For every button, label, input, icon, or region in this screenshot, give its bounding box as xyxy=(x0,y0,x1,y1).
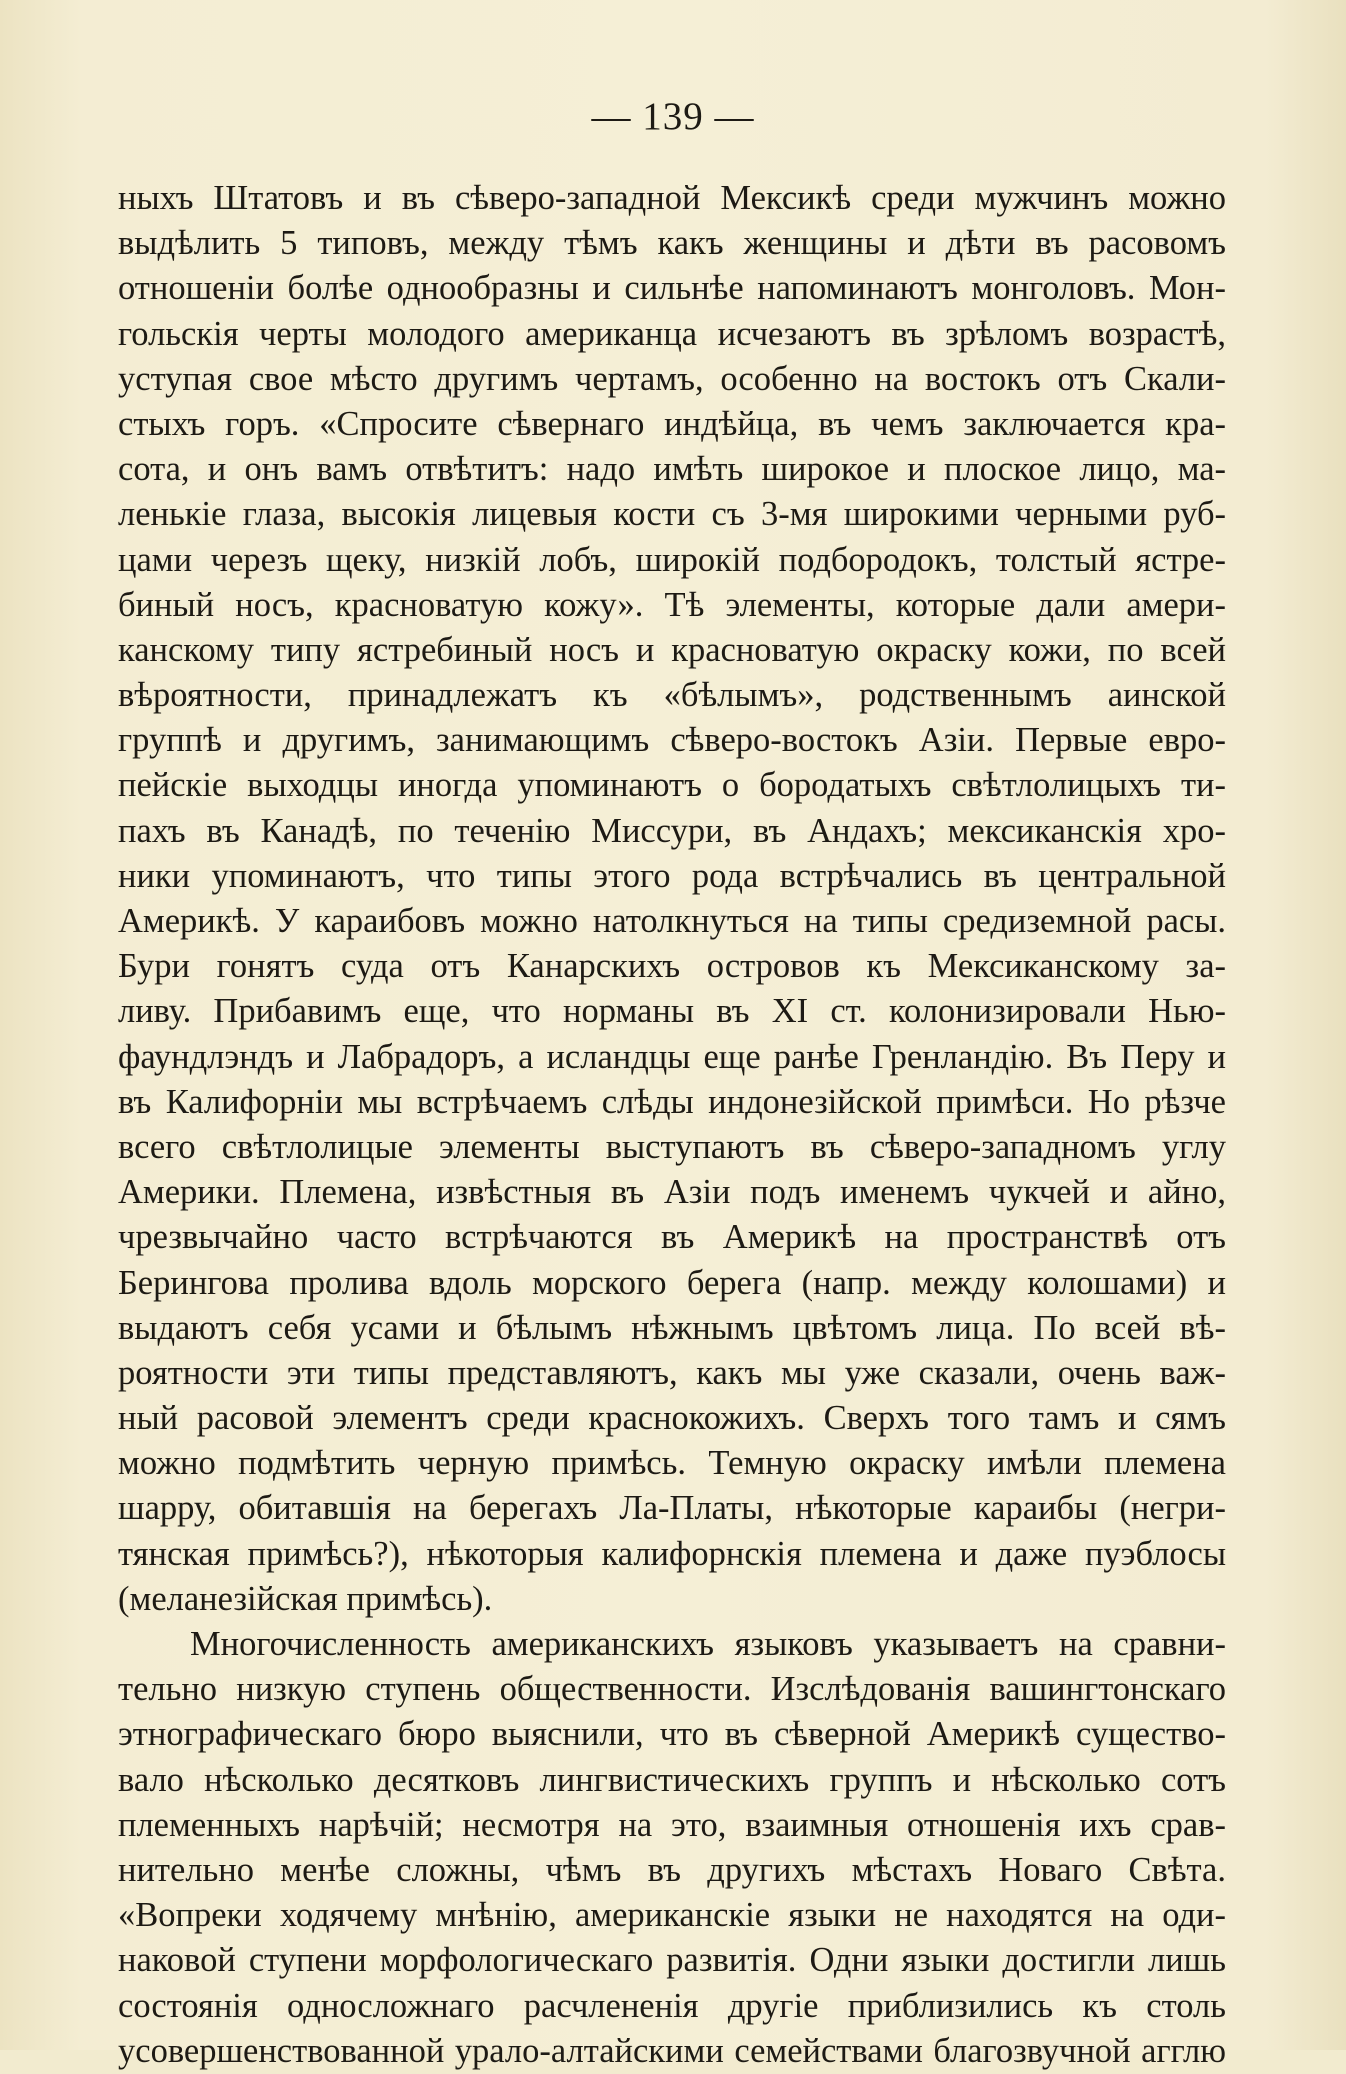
text-line: гольскія черты молодого американца исчезаютъ въ зрѣломъ возрастѣ, xyxy=(118,314,1226,353)
text-line: пейскіе выходцы иногда упоминаютъ о бородатыхъ свѣтлолицыхъ ти- xyxy=(118,766,1226,805)
text-line: вѣроятности, принадлежатъ къ «бѣлымъ», родственнымъ аинской xyxy=(118,676,1226,715)
text-line: Бури гонятъ суда отъ Канарскихъ островов къ Мексиканскому за- xyxy=(118,947,1226,986)
page-number: — 139 — xyxy=(591,95,755,138)
text-line: всего свѣтлолицые элементы выступаютъ въ сѣверо-западномъ углу xyxy=(118,1127,1226,1166)
paragraph-start-line: Многочисленность американскихъ языковъ указываетъ на сравни- xyxy=(190,1625,1226,1663)
text-line: можно подмѣтить черную примѣсь. Темную окраску имѣли племена xyxy=(118,1444,1226,1483)
text-line: племенныхъ нарѣчій; несмотря на это, взаимныя отношенія ихъ срав- xyxy=(118,1805,1226,1844)
text-line: выдѣлить 5 типовъ, между тѣмъ какъ женщины и дѣти въ расовомъ xyxy=(118,224,1226,263)
text-line: стыхъ горъ. «Спросите сѣвернаго индѣйца, въ чемъ заключается кра- xyxy=(118,404,1226,443)
paragraph-end-line: (меланезійская примѣсь). xyxy=(118,1579,493,1618)
body-text xyxy=(118,176,1226,2074)
text-line: ники упоминаютъ, что типы этого рода встрѣчались въ центральной xyxy=(118,856,1226,895)
text-line: шарру, обитавшія на берегахъ Ла-Платы, нѣкоторые караибы (негри- xyxy=(118,1489,1226,1528)
text-line: въ Калифорніи мы встрѣчаемъ слѣды индонезійской примѣси. Но рѣзче xyxy=(118,1082,1226,1121)
text-line: канскому типу ястребиный носъ и красноватую окраску кожи, по всей xyxy=(118,630,1226,669)
text-line: Америки. Племена, извѣстныя въ Азіи подъ именемъ чукчей и айно, xyxy=(118,1173,1226,1212)
text-line: ленькіе глаза, высокія лицевыя кости съ 3-мя широкими черными руб- xyxy=(118,495,1226,534)
text-line: наковой ступени морфологическаго развитія. Одни языки достигли лишь xyxy=(118,1941,1226,1980)
text-line: уступая свое мѣсто другимъ чертамъ, особенно на востокъ отъ Скали- xyxy=(118,359,1226,398)
text-line: биный носъ, красноватую кожу». Тѣ элементы, которые дали амери- xyxy=(118,585,1226,624)
text-line: фаундлэндъ и Лабрадоръ, а исландцы еще ранѣе Гренландію. Въ Перу и xyxy=(118,1037,1226,1076)
text-line: тянская примѣсь?), нѣкоторыя калифорнскія племена и даже пуэблосы xyxy=(118,1534,1226,1573)
text-line: отношеніи болѣе однообразны и сильнѣе напоминаютъ монголовъ. Мон- xyxy=(118,269,1226,308)
text-line: ныхъ Штатовъ и въ сѣверо-западной Мексикѣ среди мужчинъ можно xyxy=(118,179,1226,217)
text-line: нительно менѣе сложны, чѣмъ въ другихъ мѣстахъ Новаго Свѣта. xyxy=(118,1850,1226,1889)
text-line: Америкѣ. У караибовъ можно натолкнуться на типы средиземной расы. xyxy=(118,902,1226,940)
text-line: ливу. Прибавимъ еще, что норманы въ XI ст. колонизировали Нью- xyxy=(118,992,1226,1031)
text-line: ный расовой элементъ среди краснокожихъ. Сверхъ того тамъ и сямъ xyxy=(118,1399,1226,1438)
text-line: этнографическаго бюро выяснили, что въ сѣверной Америкѣ существо- xyxy=(118,1715,1226,1754)
text-line: выдаютъ себя усами и бѣлымъ нѣжнымъ цвѣтомъ лица. По всей вѣ- xyxy=(118,1308,1226,1347)
text-line: сота, и онъ вамъ отвѣтитъ: надо имѣть широкое и плоское лицо, ма- xyxy=(118,450,1226,489)
text-line: роятности эти типы представляютъ, какъ мы уже сказали, очень важ- xyxy=(118,1353,1226,1392)
text-line: пахъ въ Канадѣ, по теченію Миссури, въ Андахъ; мексиканскія хро- xyxy=(118,811,1226,850)
text-line: усовершенствованной урало-алтайскими семействами благозвучной агглю xyxy=(118,2031,1226,2070)
text-line: чрезвычайно часто встрѣчаются въ Америкѣ на пространствѣ отъ xyxy=(118,1218,1226,1257)
text-line: Берингова пролива вдоль морского берега (напр. между колошами) и xyxy=(118,1263,1226,1302)
text-line: тельно низкую ступень общественности. Изслѣдованія вашингтонскаго xyxy=(118,1670,1226,1709)
text-line: состоянія односложнаго расчлененія другіе приблизились къ столь xyxy=(118,1986,1226,2025)
text-line: группѣ и другимъ, занимающимъ сѣверо-востокъ Азіи. Первые евро- xyxy=(118,721,1226,760)
text-line: цами черезъ щеку, низкій лобъ, широкій подбородокъ, толстый ястре- xyxy=(118,540,1226,579)
text-line: вало нѣсколько десятковъ лингвистическихъ группъ и нѣсколько сотъ xyxy=(118,1760,1226,1799)
text-line: «Вопреки ходячему мнѣнію, американскіе языки не находятся на оди- xyxy=(118,1896,1226,1935)
